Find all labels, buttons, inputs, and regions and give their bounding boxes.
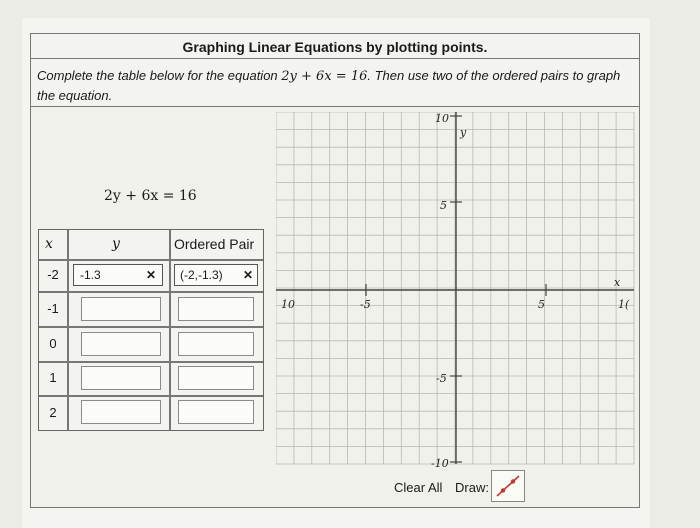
close-icon[interactable]: ✕ [243,268,254,282]
y-input[interactable] [81,332,161,356]
table-divider [39,291,263,293]
y-tick-label: -5 [436,372,447,385]
ordered-pair-input[interactable] [178,400,254,424]
x-value: -2 [47,267,59,282]
y-tick-label: -10 [431,457,449,468]
line-draw-icon [492,471,524,501]
x-axis-label: x [614,276,621,289]
x-tick-label: 1( [618,298,630,311]
instructions-text-before: Complete the table below for the equation [37,68,282,83]
clear-all-button[interactable]: Clear All [394,480,443,495]
instructions [37,66,632,105]
header-y: y [112,236,120,252]
coordinate-grid[interactable] [276,112,636,468]
title-box [30,33,640,59]
table-divider [39,361,263,363]
x-tick-label: 10 [281,298,295,311]
ordered-pair-input[interactable] [174,264,258,286]
close-icon[interactable]: ✕ [146,268,157,282]
x-value: 2 [49,405,57,420]
value-table [38,229,264,431]
ordered-pair-input[interactable] [178,297,254,321]
x-value: 0 [49,336,57,351]
instructions-box [30,59,640,107]
x-value: -1 [47,301,59,316]
ordered-pair-value: (-2,-1.3) [180,268,223,282]
grid-lines [276,112,634,464]
ordered-pair-input[interactable] [178,332,254,356]
x-tick-label: -5 [360,298,371,311]
table-divider [39,326,263,328]
line-tool-button[interactable] [491,470,525,502]
table-divider [39,259,263,261]
y-input[interactable] [81,366,161,390]
ordered-pair-input[interactable] [178,366,254,390]
y-input[interactable] [81,400,161,424]
instructions-text-after: . Then use two of the ordered pairs to graph the equation. [37,68,621,103]
instructions-equation: 2y + 6x = 16 [281,69,368,84]
table-divider [39,395,263,397]
y-tick-label: 5 [440,199,447,212]
page-title: Graphing Linear Equations by plotting points. [182,39,488,55]
header-x: x [45,236,53,252]
table-equation: 2y + 6x = 16 [104,188,197,204]
y-axis-label: y [460,126,467,139]
y-input[interactable] [81,297,161,321]
y-input-value: -1.3 [80,268,101,282]
header-ordered-pair: Ordered Pair [174,236,255,252]
draw-label: Draw: [455,480,489,495]
x-tick-label: 5 [538,298,545,311]
x-value: 1 [49,370,57,385]
y-tick-label: 10 [435,112,449,125]
y-input[interactable] [73,264,163,286]
